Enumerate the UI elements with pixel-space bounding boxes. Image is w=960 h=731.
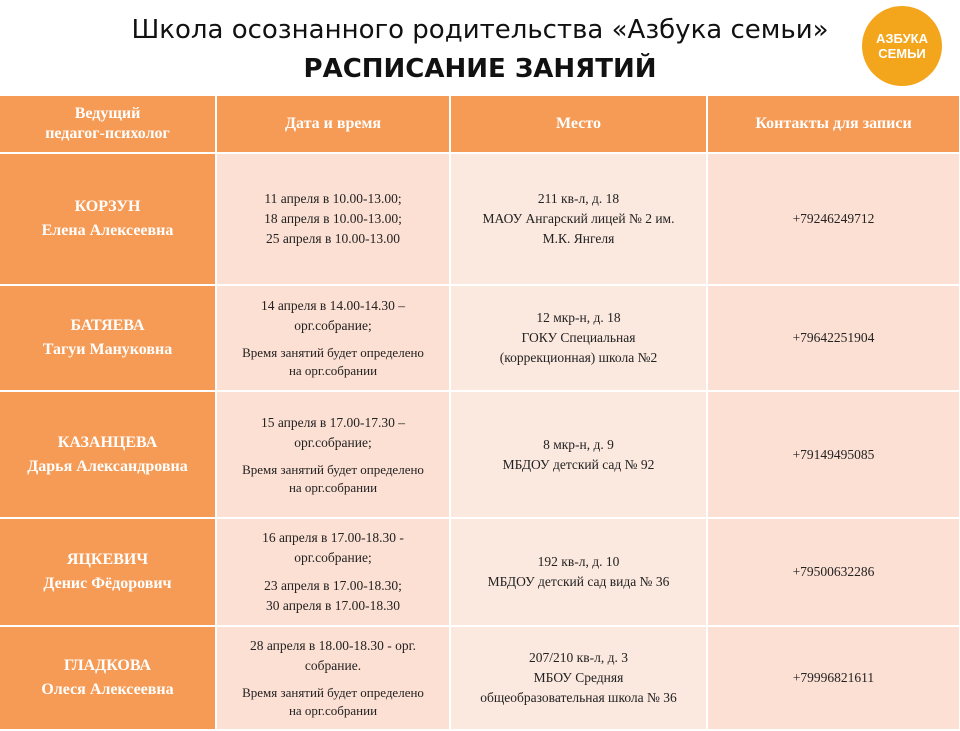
page-subtitle: РАСПИСАНИЕ ЗАНЯТИЙ [303, 54, 657, 84]
datetime-note: Время занятий будет определено [242, 685, 424, 700]
datetime-line: 14 апреля в 14.00-14.30 – [260, 298, 406, 313]
datetime-line: орг.собрание; [294, 318, 372, 333]
phone-cell: +79149495085 [707, 391, 960, 518]
spacer [223, 453, 443, 461]
place-line: 211 кв-л, д. 18 [537, 191, 620, 206]
teacher-surname: КАЗАНЦЕВА [57, 433, 158, 451]
place-line: МБОУ Средняя [533, 670, 624, 685]
place-cell [450, 153, 707, 285]
header-place: Место [450, 96, 707, 153]
table-row [0, 391, 960, 518]
place-line: 12 мкр-н, д. 18 [536, 310, 621, 325]
teacher-surname: КОРЗУН [74, 198, 141, 215]
header-teacher-line1: Ведущий [74, 105, 141, 122]
table-row [0, 518, 960, 626]
place-cell [450, 626, 707, 730]
place-line: ГОКУ Специальная [521, 330, 636, 345]
place-line: 8 мкр-н, д. 9 [543, 436, 614, 452]
datetime-cell [216, 626, 450, 730]
teacher-cell [0, 626, 216, 730]
place-line: М.К. Янгеля [542, 231, 615, 246]
azbuka-semyi-logo [862, 6, 942, 86]
teacher-cell [0, 153, 216, 285]
datetime-line: 15 апреля в 17.00-17.30 – [260, 414, 406, 430]
datetime-note: на орг.собрании [288, 703, 378, 718]
schedule-table [0, 96, 960, 731]
spacer [223, 568, 443, 576]
table-row [0, 285, 960, 391]
datetime-line: собрание. [304, 658, 362, 673]
teacher-name: Елена Алексеевна [41, 222, 174, 239]
logo-text-line1: АЗБУКА [876, 31, 928, 46]
header-contacts: Контакты для записи [707, 96, 960, 153]
spacer [223, 676, 443, 684]
phone-cell: +79246249712 [707, 153, 960, 285]
teacher-cell [0, 285, 216, 391]
header-teacher-line2: педагог-психолог [45, 125, 170, 142]
datetime-line: 18 апреля в 10.00-13.00; [264, 211, 402, 226]
teacher-name: Олеся Алексеевна [41, 681, 174, 698]
table-row [0, 626, 960, 730]
teacher-name: Дарья Александровна [27, 457, 188, 475]
place-line: (коррекционная) школа №2 [499, 350, 658, 365]
phone-cell: +79642251904 [707, 285, 960, 391]
datetime-note: Время занятий будет определено [242, 461, 424, 477]
place-line: 207/210 кв-л, д. 3 [529, 650, 628, 665]
teacher-name: Тагуи Мануковна [42, 341, 173, 358]
datetime-line: 23 апреля в 17.00-18.30; [264, 578, 402, 593]
teacher-cell [0, 518, 216, 626]
datetime-line: орг.собрание; [294, 434, 372, 450]
header-teacher [0, 96, 216, 153]
datetime-cell [216, 285, 450, 391]
place-line: МАОУ Ангарский лицей № 2 им. [482, 211, 675, 226]
datetime-line: 11 апреля в 10.00-13.00; [264, 191, 402, 206]
phone-cell: +79996821611 [707, 626, 960, 730]
header-datetime: Дата и время [216, 96, 450, 153]
spacer [223, 336, 443, 344]
place-line: МБДОУ детский сад вида № 36 [487, 574, 670, 589]
logo-text-line2: СЕМЬИ [878, 46, 926, 61]
datetime-line: орг.собрание; [294, 550, 372, 565]
datetime-cell [216, 391, 450, 518]
place-cell [450, 285, 707, 391]
teacher-surname: БАТЯЕВА [70, 317, 145, 334]
teacher-surname: ЯЦКЕВИЧ [66, 551, 149, 568]
teacher-name: Денис Фёдорович [43, 575, 172, 592]
table-header-row [0, 96, 960, 153]
place-cell [450, 518, 707, 626]
teacher-surname: ГЛАДКОВА [63, 657, 152, 674]
teacher-cell [0, 391, 216, 518]
place-line: 192 кв-л, д. 10 [537, 554, 620, 569]
datetime-note: Время занятий будет определено [242, 345, 424, 360]
datetime-cell [216, 518, 450, 626]
datetime-line: 30 апреля в 17.00-18.30 [266, 598, 400, 613]
datetime-line: 28 апреля в 18.00-18.30 - орг. [249, 638, 417, 653]
datetime-note: на орг.собрании [288, 479, 378, 495]
place-line: МБДОУ детский сад № 92 [502, 456, 655, 472]
datetime-note: на орг.собрании [288, 363, 378, 378]
place-line: общеобразовательная школа № 36 [480, 690, 677, 705]
datetime-cell [216, 153, 450, 285]
table-row [0, 153, 960, 285]
place-cell [450, 391, 707, 518]
page-title: Школа осознанного родительства «Азбука семьи» [131, 15, 829, 45]
datetime-line: 16 апреля в 17.00-18.30 - [262, 530, 404, 545]
phone-cell: +79500632286 [707, 518, 960, 626]
datetime-line: 25 апреля в 10.00-13.00 [266, 231, 400, 246]
